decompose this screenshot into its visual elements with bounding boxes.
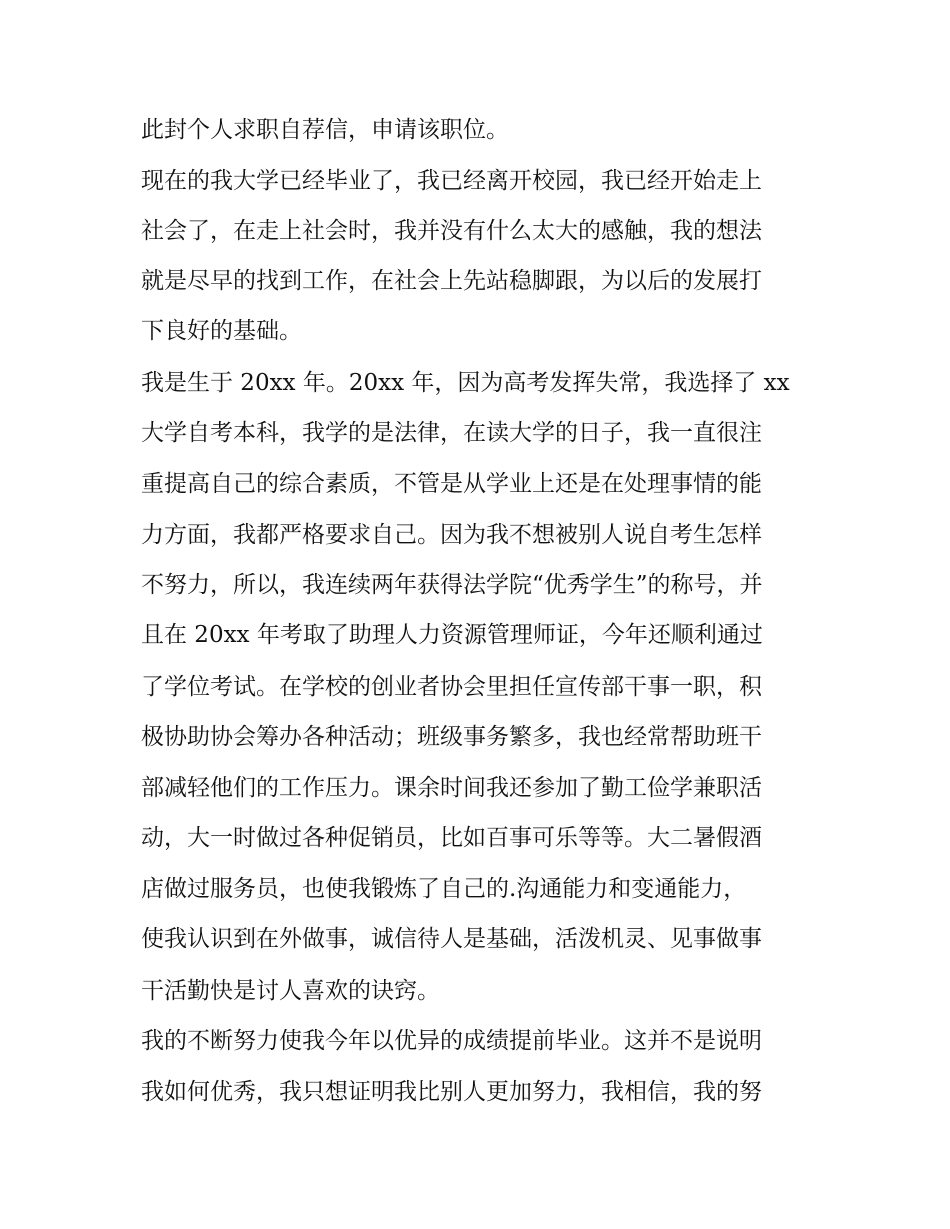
text-line: 使我认识到在外做事，诚信待人是基础，活泼机灵、见事做事 — [141, 926, 762, 952]
text-line: 就是尽早的找到工作，在社会上先站稳脚跟，为以后的发展打 — [141, 268, 762, 294]
text-line: 我是生于 20xx 年。20xx 年，因为高考发挥失常，我选择了 xx — [141, 370, 790, 396]
text-line: 此封个人求职自荐信，申请该职位。 — [141, 117, 509, 143]
text-line: 了学位考试。在学校的创业者协会里担任宣传部干事一职，积 — [141, 674, 762, 700]
text-line: 干活勤快是讨人喜欢的诀窍。 — [141, 978, 440, 1004]
text-line: 我如何优秀，我只想证明我比别人更加努力，我相信，我的努 — [141, 1079, 762, 1105]
text-line: 极协助协会筹办各种活动；班级事务繁多，我也经常帮助班干 — [141, 724, 762, 750]
text-line: 现在的我大学已经毕业了，我已经离开校园，我已经开始走上 — [141, 168, 762, 194]
text-line: 大学自考本科，我学的是法律，在读大学的日子，我一直很注 — [141, 420, 762, 446]
text-line: 不努力，所以，我连续两年获得法学院“优秀学生”的称号，并 — [141, 572, 763, 598]
text-line: 店做过服务员，也使我锻炼了自己的.沟通能力和变通能力， — [141, 876, 747, 902]
text-line: 部减轻他们的工作压力。课余时间我还参加了勤工俭学兼职活 — [141, 775, 762, 801]
text-line: 重提高自己的综合素质，不管是从学业上还是在处理事情的能 — [141, 471, 762, 497]
text-line: 我的不断努力使我今年以优异的成绩提前毕业。这并不是说明 — [141, 1028, 762, 1054]
text-line: 动，大一时做过各种促销员，比如百事可乐等等。大二暑假酒 — [141, 825, 762, 851]
text-line: 力方面，我都严格要求自己。因为我不想被别人说自考生怎样 — [141, 522, 762, 548]
text-line: 下良好的基础。 — [141, 318, 302, 344]
text-line: 社会了，在走上社会时，我并没有什么太大的感触，我的想法 — [141, 218, 762, 244]
text-line: 且在 20xx 年考取了助理人力资源管理师证，今年还顺利通过 — [141, 622, 763, 648]
